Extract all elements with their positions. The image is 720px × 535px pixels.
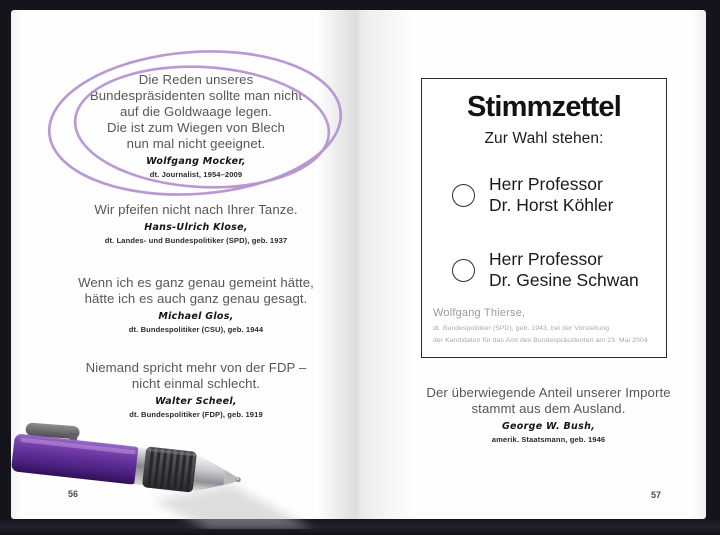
quote-author: Hans-Ulrich Klose, xyxy=(144,222,248,233)
ballot-title: Stimmzettel xyxy=(467,91,621,123)
quote-line: nun mal nicht geeignet. xyxy=(126,136,266,151)
quote-line: Die Reden unseres xyxy=(138,72,254,87)
page-spread xyxy=(11,10,706,519)
ballot-box xyxy=(421,78,667,358)
option-line: Herr Professor xyxy=(489,249,603,269)
ballot-source-info: dt. Bundespolitiker (SPD), geb. 1943, bei der Vorstellung xyxy=(433,325,610,332)
quote-author: Wolfgang Mocker, xyxy=(146,156,246,167)
ballot-subtitle: Zur Wahl stehen: xyxy=(484,130,604,147)
quote-author-info: dt. Bundespolitiker (FDP), geb. 1919 xyxy=(129,410,263,419)
ballot-option-label xyxy=(489,249,639,291)
quote-author-info: dt. Landes- und Bundespolitiker (SPD), geb. 1937 xyxy=(104,236,288,245)
ballpoint-pen-image xyxy=(11,405,321,529)
quote-author: Walter Scheel, xyxy=(155,396,237,407)
ballot-option-label xyxy=(489,174,613,216)
quote-author-info: dt. Journalist, 1954–2009 xyxy=(149,170,243,179)
quote-block-bush xyxy=(401,385,696,444)
quote-line: Die ist zum Wiegen von Blech xyxy=(107,120,285,135)
quote-line: auf die Goldwaage legen. xyxy=(120,104,272,119)
radio-circle-icon xyxy=(452,184,475,207)
radio-circle-icon xyxy=(452,259,475,282)
quote-line: Niemand spricht mehr von der FDP – xyxy=(85,360,307,375)
quote-block-klose xyxy=(36,202,356,245)
page-number-right: 57 xyxy=(651,490,662,500)
quote-author-info: amerik. Staatsmann, geb. 1946 xyxy=(491,435,606,444)
quote-author: George W. Bush, xyxy=(501,421,596,432)
option-line: Dr. Horst Köhler xyxy=(489,195,614,215)
quote-line: hätte ich es auch ganz genau gesagt. xyxy=(84,291,308,306)
quote-line: Der überwiegende Anteil unserer Importe xyxy=(426,385,671,400)
ballot-source-info: der Kandidaten für das Amt des Bundespräsidenten am 23. Mai 2004 xyxy=(433,337,648,344)
option-line: Dr. Gesine Schwan xyxy=(489,270,639,290)
quote-block-glos xyxy=(36,275,356,334)
quote-line: Bundespräsidenten sollte man nicht xyxy=(89,88,303,103)
quote-line: Wir pfeifen nicht nach Ihrer Tanze. xyxy=(94,202,298,217)
pen-shadow xyxy=(153,484,313,529)
ballot-source-name: Wolfgang Thierse, xyxy=(433,307,526,319)
quote-block-mocker xyxy=(36,72,356,179)
quote-block-scheel xyxy=(36,360,356,419)
quote-author: Michael Glos, xyxy=(158,311,234,322)
ballot-option-schwan xyxy=(452,249,639,291)
quote-line: nicht einmal schlecht. xyxy=(131,376,261,391)
quote-line: stammt aus dem Ausland. xyxy=(471,401,626,416)
quote-author-info: dt. Bundespolitiker (CSU), geb. 1944 xyxy=(128,325,264,334)
quote-line: Wenn ich es ganz genau gemeint hätte, xyxy=(78,275,314,290)
page-number-left: 56 xyxy=(68,489,79,499)
ballot-option-koehler xyxy=(452,174,613,216)
option-line: Herr Professor xyxy=(489,174,603,194)
